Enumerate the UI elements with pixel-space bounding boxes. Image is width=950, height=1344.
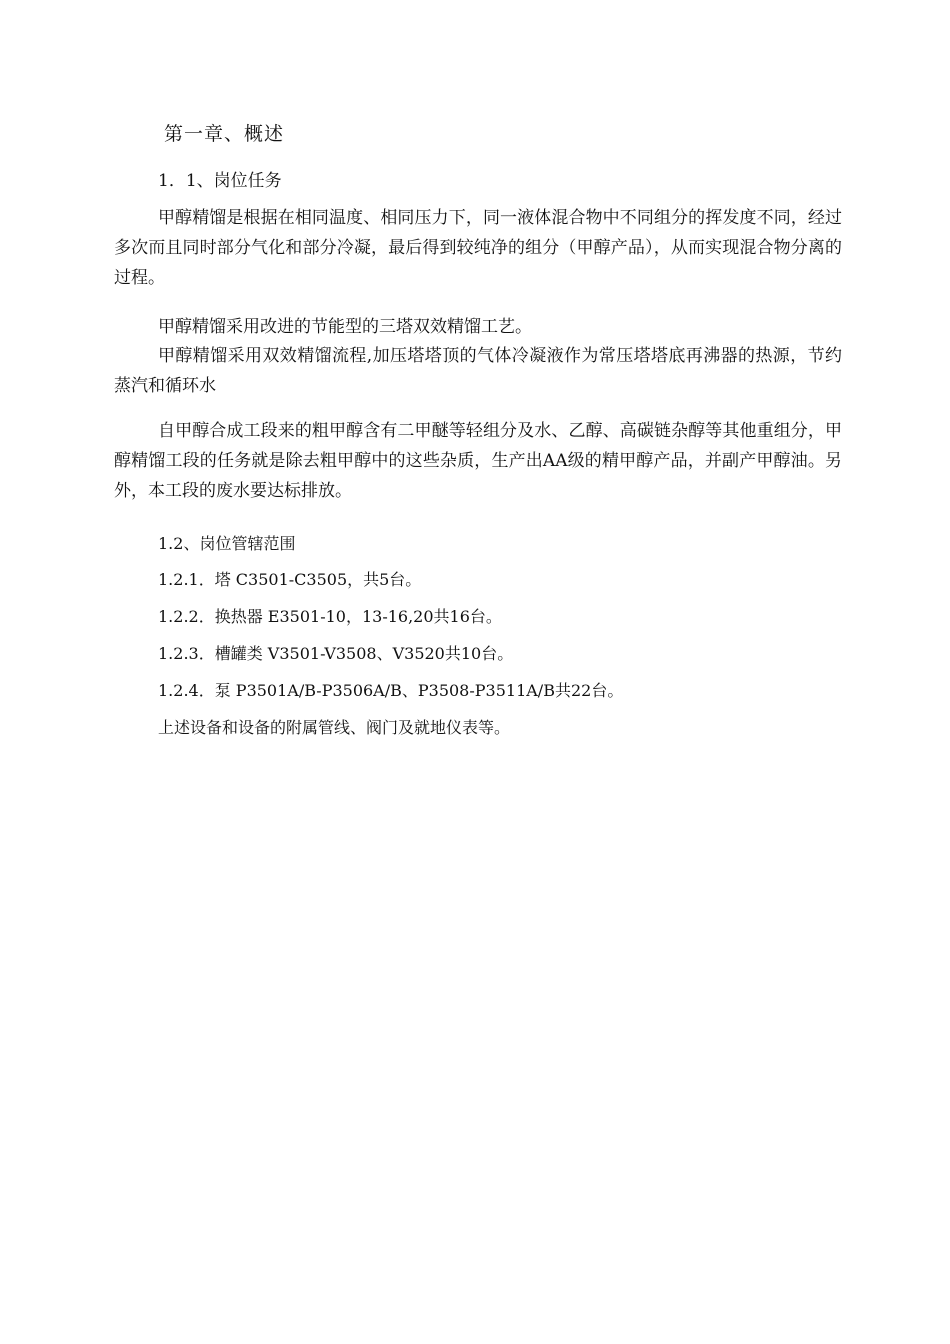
paragraph-section-task: 自甲醇合成工段来的粗甲醇含有二甲醚等轻组分及水、乙醇、高碳链杂醇等其他重组分，甲醇精馏工段的任务就是除去粗甲醇中的这些杂质，生产出AA级的精甲醇产品，并副产甲醇油。另外，本工段的废水要达标排放。 bbox=[114, 421, 842, 501]
list-item-tanks: 1.2.3．槽罐类 V3501-V3508、V3520共10台。 bbox=[158, 644, 514, 663]
section-heading-1-1: 1．1、岗位任务 bbox=[158, 171, 282, 191]
chapter-title: 第一章、概述 bbox=[164, 123, 285, 145]
paragraph-distillation-principle: 甲醇精馏是根据在相同温度、相同压力下，同一液体混合物中不同组分的挥发度不同，经过多次而且同时部分气化和部分冷凝，最后得到较纯净的组分（甲醇产品），从而实现混合物分离的过程。 bbox=[114, 208, 842, 288]
section-heading-1-2: 1.2、岗位管辖范围 bbox=[158, 534, 296, 553]
scope-note: 上述设备和设备的附属管线、阀门及就地仪表等。 bbox=[158, 718, 511, 737]
list-item-pumps: 1.2.4．泵 P3501A/B-P3506A/B、P3508-P3511A/B共22台。 bbox=[158, 681, 624, 700]
paragraph-three-tower-process: 甲醇精馏采用改进的节能型的三塔双效精馏工艺。 bbox=[158, 317, 532, 337]
paragraph-double-effect-flow: 甲醇精馏采用双效精馏流程,加压塔塔顶的气体冷凝液作为常压塔塔底再沸器的热源，节约蒸汽和循环水 bbox=[114, 346, 842, 396]
list-item-heat-exchangers: 1.2.2．换热器 E3501-10，13-16,20共16台。 bbox=[158, 607, 502, 626]
list-item-towers: 1.2.1．塔 C3501-C3505，共5台。 bbox=[158, 570, 422, 589]
